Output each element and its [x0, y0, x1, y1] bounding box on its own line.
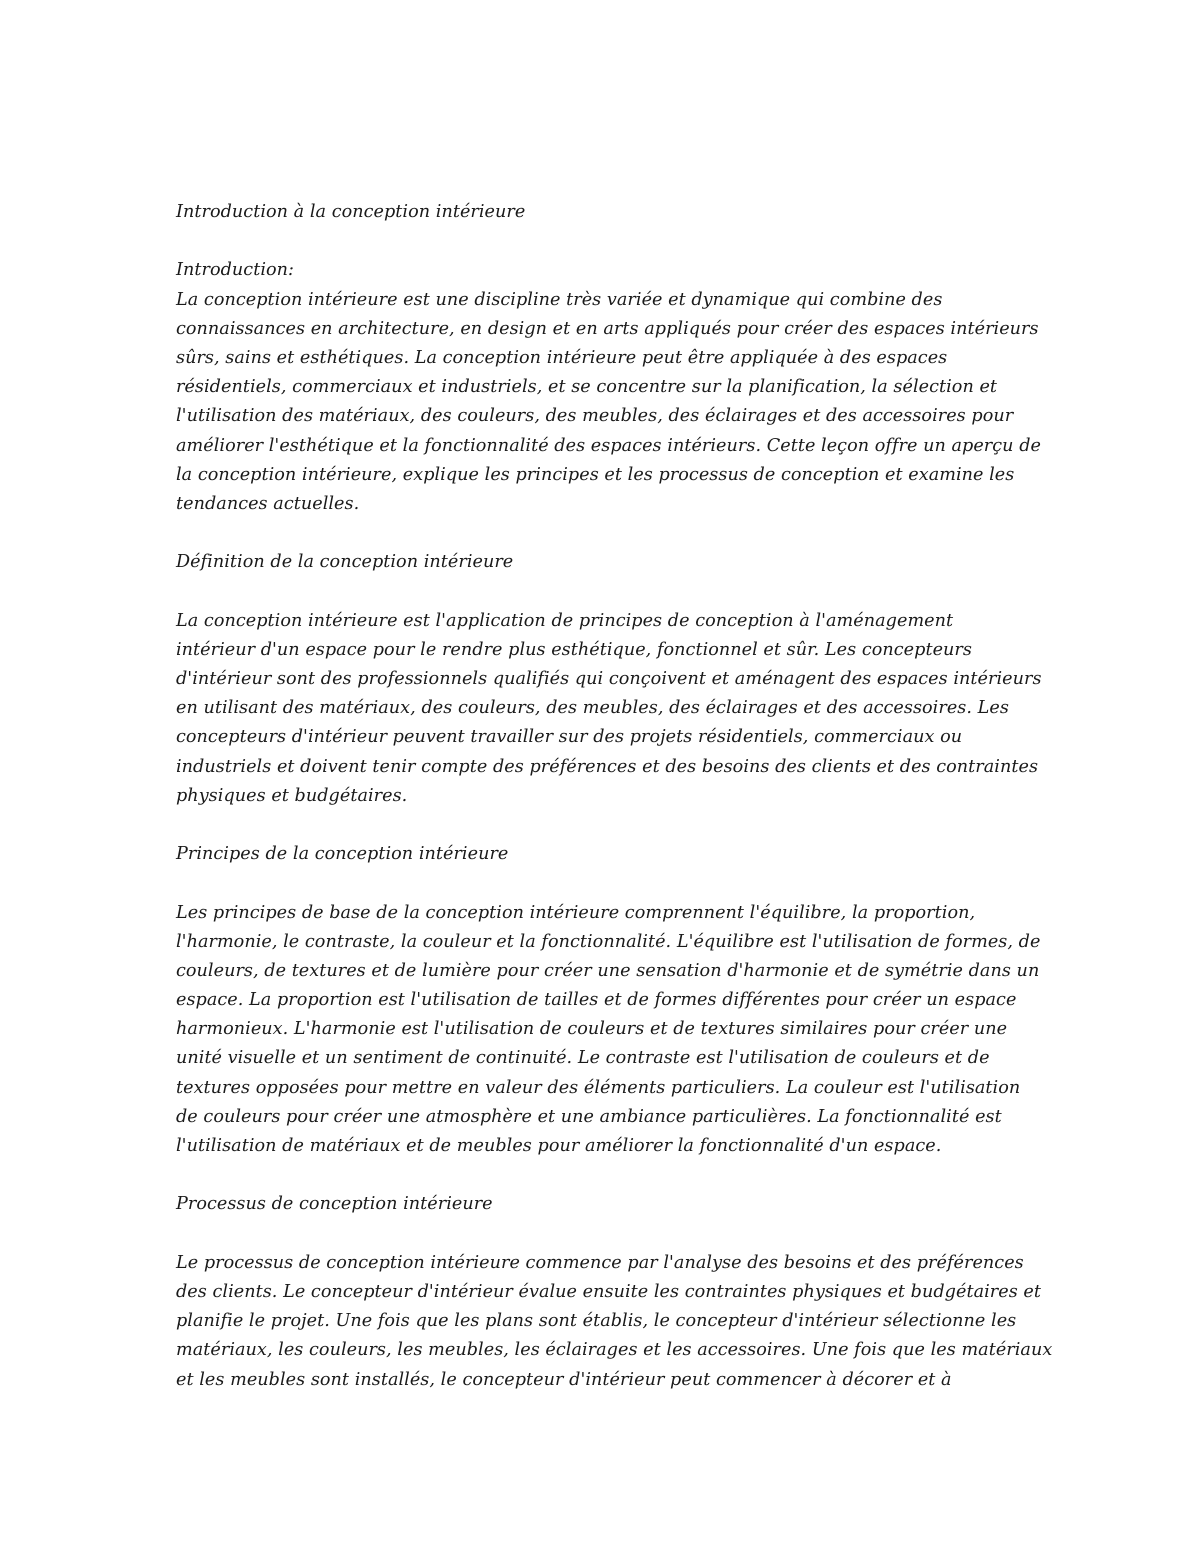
spacer [176, 577, 1036, 606]
section-heading-process: Processus de conception intérieure [176, 1194, 493, 1215]
paragraph-line: La conception intérieure est l'application de principes de conception à l'aménagement [176, 610, 954, 631]
paragraph-line: résidentiels, commerciaux et industriels, et se concentre sur la planification, la sélection et [176, 377, 998, 398]
paragraph-line: des clients. Le concepteur d'intérieur évalue ensuite les contraintes physiques et budgétaires et [176, 1281, 1042, 1302]
paragraph-line: et les meubles sont installés, le concepteur d'intérieur peut commencer à décorer et à [176, 1369, 952, 1390]
paragraph-line: espace. La proportion est l'utilisation de tailles et de formes différentes pour créer un espace [176, 990, 1017, 1011]
document-title: Introduction à la conception intérieure [176, 202, 526, 222]
paragraph-line: en utilisant des matériaux, des couleurs, des meubles, des éclairages et des accessoires. Les [176, 698, 1009, 719]
spacer [176, 1161, 1036, 1190]
paragraph-line: la conception intérieure, explique les principes et les processus de conception et examine les [176, 464, 1015, 485]
paragraph-definition [176, 607, 1042, 811]
paragraph-principles [176, 899, 1041, 1162]
paragraph-line: de couleurs pour créer une atmosphère et une ambiance particulières. La fonctionnalité est [176, 1106, 1002, 1127]
paragraph-line: sûrs, sains et esthétiques. La conception intérieure peut être appliquée à des espaces [176, 347, 948, 368]
paragraph-line: Les principes de base de la conception intérieure comprennent l'équilibre, la proportion, [176, 902, 976, 923]
spacer [176, 1220, 1036, 1249]
paragraph-line: connaissances en architecture, en design et en arts appliqués pour créer des espaces intérieurs [176, 318, 1039, 339]
paragraph-line: planifie le projet. Une fois que les plans sont établis, le concepteur d'intérieur sélectionne les [176, 1311, 1017, 1332]
spacer [176, 519, 1036, 548]
paragraph-introduction [176, 286, 1041, 520]
paragraph-line: d'intérieur sont des professionnels qualifiés qui conçoivent et aménagent des espaces intérieurs [176, 669, 1042, 689]
section-heading-introduction: Introduction: [176, 260, 294, 281]
spacer [176, 227, 1036, 256]
section-heading-principles: Principes de la conception intérieure [176, 844, 509, 865]
paragraph-process [176, 1249, 1053, 1395]
paragraph-line: améliorer l'esthétique et la fonctionnalité des espaces intérieurs. Cette leçon offre un aperçu de [176, 435, 1041, 456]
section-heading-definition: Définition de la conception intérieure [176, 552, 514, 573]
document-body [176, 198, 1053, 1395]
paragraph-line: l'harmonie, le contraste, la couleur et la fonctionnalité. L'équilibre est l'utilisation de formes, de [176, 931, 1041, 952]
paragraph-line: unité visuelle et un sentiment de continuité. Le contraste est l'utilisation de couleurs et de [176, 1048, 990, 1069]
paragraph-line: Le processus de conception intérieure commence par l'analyse des besoins et des préférences [176, 1252, 1024, 1273]
spacer [176, 869, 1036, 898]
paragraph-line: matériaux, les couleurs, les meubles, les éclairages et les accessoires. Une fois que les matériaux [176, 1340, 1053, 1361]
paragraph-line: industriels et doivent tenir compte des préférences et des besoins des clients et des contraintes [176, 756, 1039, 777]
paragraph-line: harmonieux. L'harmonie est l'utilisation de couleurs et de textures similaires pour créer une [176, 1019, 1008, 1040]
spacer [176, 811, 1036, 840]
paragraph-line: La conception intérieure est une discipline très variée et dynamique qui combine des [176, 289, 943, 310]
paragraph-line: l'utilisation des matériaux, des couleurs, des meubles, des éclairages et des accessoires pour [176, 406, 1014, 427]
paragraph-line: intérieur d'un espace pour le rendre plus esthétique, fonctionnel et sûr. Les concepteurs [176, 639, 972, 660]
paragraph-line: physiques et budgétaires. [176, 785, 408, 806]
paragraph-line: concepteurs d'intérieur peuvent travailler sur des projets résidentiels, commerciaux ou [176, 727, 963, 748]
paragraph-line: textures opposées pour mettre en valeur des éléments particuliers. La couleur est l'utilisation [176, 1077, 1021, 1098]
paragraph-line: l'utilisation de matériaux et de meubles pour améliorer la fonctionnalité d'un espace. [176, 1136, 942, 1156]
paragraph-line: tendances actuelles. [176, 493, 360, 514]
paragraph-line: couleurs, de textures et de lumière pour créer une sensation d'harmonie et de symétrie dans un [176, 960, 1040, 981]
